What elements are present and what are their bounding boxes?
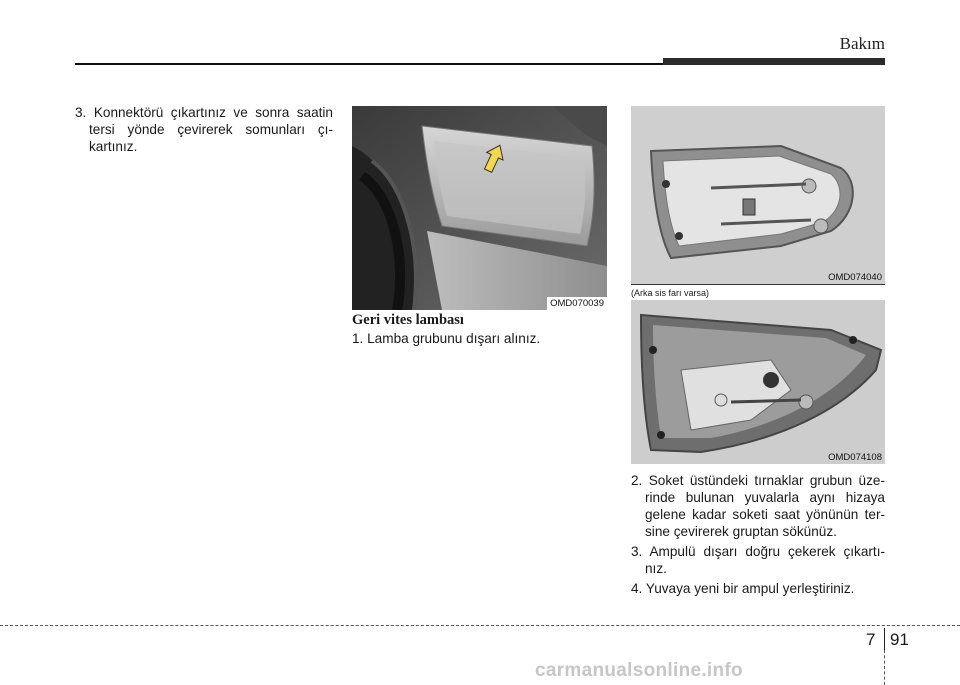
watermark: carmanualsonline.info — [535, 660, 743, 681]
lamp-housing-figure — [631, 106, 885, 284]
step-number: 2. — [631, 473, 643, 488]
footer-vertical-divider — [884, 650, 885, 685]
step-text: Lamba grubunu dışarı alınız. — [367, 331, 541, 346]
footer-divider — [0, 625, 960, 626]
step-number: 3. — [631, 544, 643, 559]
instruction-step-4 — [631, 580, 885, 597]
instruction-step-3 — [75, 104, 333, 155]
rear-fog-lamp-figure — [631, 300, 885, 464]
lamp-housing-illustration — [631, 106, 885, 284]
page-number: 91 — [890, 630, 909, 649]
step-text: Konnektörü çıkartınız ve sonra saatin tersi yönde çevirerek somunları çı-kartınız. — [89, 105, 333, 154]
step-number: 1. — [352, 331, 364, 346]
section-header-title: Bakım — [839, 34, 885, 53]
figure-code: OMD074040 — [828, 272, 882, 283]
section-title: Geri vites lambası — [352, 312, 464, 328]
chapter-number: 7 — [866, 630, 876, 649]
figure-code: OMD070039 — [547, 297, 607, 310]
instruction-step-1 — [352, 331, 607, 346]
page-number-separator — [884, 628, 885, 650]
taillamp-removal-figure — [352, 106, 607, 310]
figure-code: OMD074108 — [828, 452, 882, 463]
column-3 — [631, 472, 885, 600]
figure-subcaption: (Arka sis farı varsa) — [631, 288, 710, 298]
taillamp-removal-illustration — [352, 106, 607, 310]
header-rule-accent — [663, 58, 885, 65]
step-text: Soket üstündeki tırnaklar grubun üze-rinde bulunan yuvalarla aynı hizaya gelene kadar soketi saat yönünün ter-sine çevirerek gruptan sökünüz. — [645, 473, 886, 539]
rear-fog-lamp-illustration — [631, 300, 885, 464]
step-number: 4. — [631, 581, 643, 596]
instruction-step-2 — [631, 472, 885, 540]
instruction-step-3 — [631, 543, 885, 577]
figure-separator — [631, 284, 885, 285]
step-text: Yuvaya yeni bir ampul yerleştiriniz. — [645, 581, 855, 596]
step-number: 3. — [75, 105, 87, 120]
step-text: Ampulü dışarı doğru çekerek çıkartı-nız. — [645, 544, 885, 576]
column-1 — [75, 104, 333, 155]
